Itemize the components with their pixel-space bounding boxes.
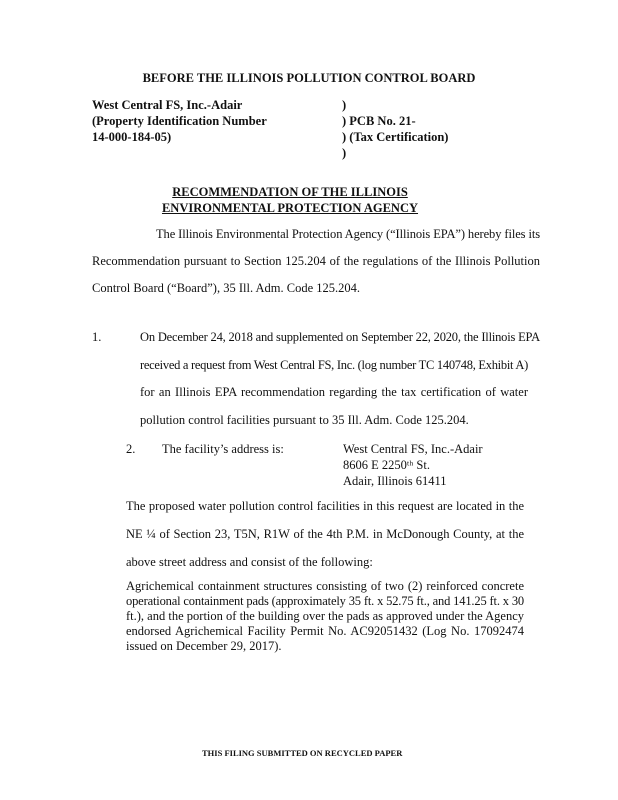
intro-line: Control Board (“Board”), 35 Ill. Adm. Code 125.204. bbox=[92, 281, 361, 295]
caption-bracket: ) bbox=[342, 98, 347, 112]
address-label: The facility’s address is: bbox=[162, 442, 284, 456]
heading-line: RECOMMENDATION OF THE ILLINOIS bbox=[172, 185, 408, 199]
item1-line: for an Illinois EPA recommendation regarding the tax certification of water bbox=[140, 385, 528, 399]
intro-line: Recommendation pursuant to Section 125.204 of the regulations of the Illinois Pollution bbox=[92, 254, 540, 268]
item1-line: On December 24, 2018 and supplemented on September 22, 2020, the Illinois EPA bbox=[140, 330, 540, 344]
address-line: West Central FS, Inc.-Adair bbox=[343, 442, 483, 456]
item-number: 2. bbox=[126, 442, 136, 456]
description-line: issued on December 29, 2017). bbox=[126, 639, 282, 653]
location-line: The proposed water pollution control facilities in this request are located in the bbox=[126, 499, 524, 513]
caption-party: West Central FS, Inc.-Adair bbox=[92, 98, 243, 112]
caption-bracket: ) bbox=[342, 146, 347, 160]
caption-property-id-number: 14-000-184-05) bbox=[92, 130, 172, 144]
location-line: above street address and consist of the following: bbox=[126, 555, 373, 569]
item1-line: received a request from West Central FS, Inc. (log number TC 140748, Exhibit A) bbox=[140, 358, 528, 372]
address-line: Adair, Illinois 61411 bbox=[343, 474, 447, 488]
description-line: endorsed Agrichemical Facility Permit No. AC92051432 (Log No. 17092474 bbox=[126, 624, 524, 638]
recycled-paper-footer: THIS FILING SUBMITTED ON RECYCLED PAPER bbox=[202, 748, 403, 758]
address-line: 8606 E 2250ᵗʰ St. bbox=[343, 458, 430, 472]
location-line: NE ¼ of Section 23, T5N, R1W of the 4th P.M. in McDonough County, at the bbox=[126, 527, 524, 541]
description-line: operational containment pads (approximately 35 ft. x 52.75 ft., and 141.25 ft. x 30 bbox=[126, 594, 524, 608]
item1-line: pollution control facilities pursuant to 35 Ill. Adm. Code 125.204. bbox=[140, 413, 469, 427]
caption-pcb-number: ) PCB No. 21- bbox=[342, 114, 416, 128]
description-line: Agrichemical containment structures consisting of two (2) reinforced concrete bbox=[126, 579, 524, 593]
caption-tax-certification: ) (Tax Certification) bbox=[342, 130, 449, 144]
intro-line: The Illinois Environmental Protection Agency (“Illinois EPA”) hereby files its bbox=[156, 227, 540, 241]
document-title: BEFORE THE ILLINOIS POLLUTION CONTROL BOARD bbox=[142, 71, 476, 85]
item-number: 1. bbox=[92, 330, 102, 344]
heading-line: ENVIRONMENTAL PROTECTION AGENCY bbox=[161, 201, 419, 215]
caption-property-id: (Property Identification Number bbox=[92, 114, 267, 128]
description-line: ft.), and the portion of the building over the pads as approved under the Agency bbox=[126, 609, 524, 623]
